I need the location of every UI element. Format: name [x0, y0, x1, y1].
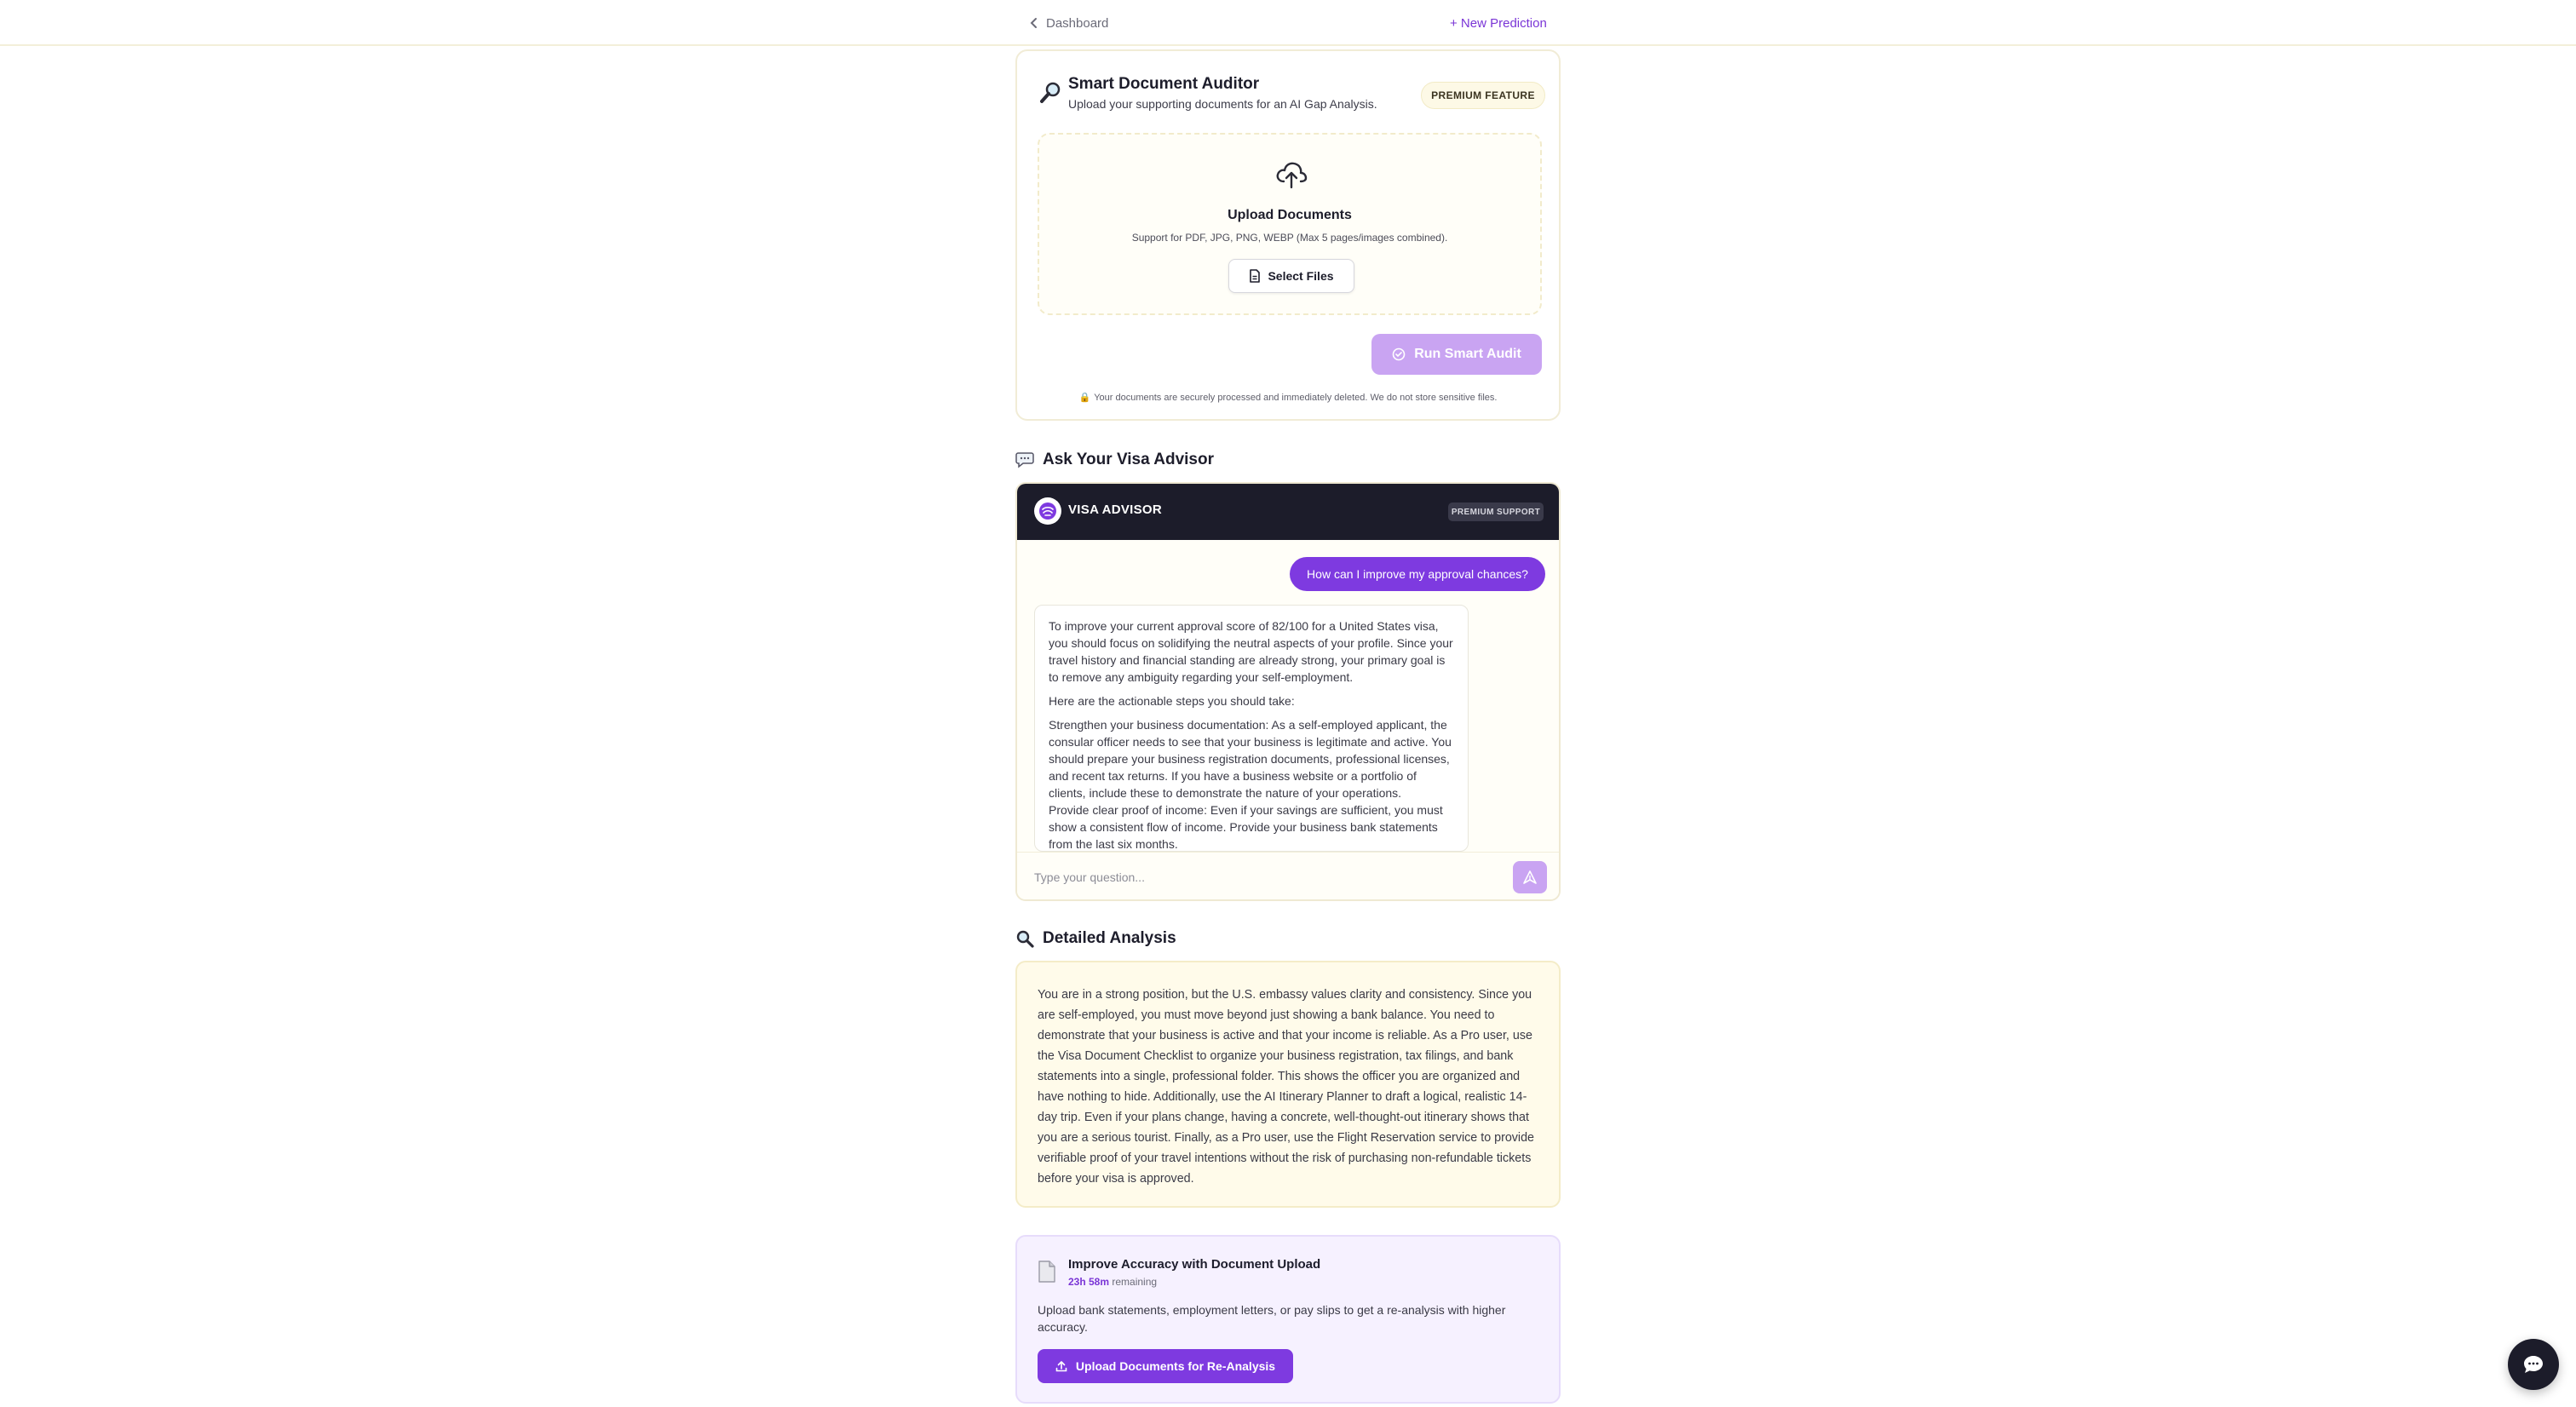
search-icon [1015, 929, 1034, 948]
chat-header [1017, 484, 1559, 540]
dropzone-title: Upload Documents [1228, 208, 1352, 222]
chevron-left-icon [1029, 17, 1039, 29]
magnifier-icon [1038, 80, 1063, 106]
time-remaining-suffix: remaining [1112, 1276, 1158, 1288]
dropzone-subtitle: Support for PDF, JPG, PNG, WEBP (Max 5 pages/images combined). [1131, 232, 1448, 244]
premium-support-badge: PREMIUM SUPPORT [1448, 502, 1544, 521]
document-upload-promo-card [1015, 1235, 1561, 1404]
bot-paragraph: Provide clear proof of income: Even if your savings are sufficient, you must show a consistent flow of income. Provide your business bank statements from the last six months. [1049, 803, 1443, 851]
time-remaining: 23h 58m [1068, 1276, 1110, 1288]
smart-auditor-card [1015, 49, 1561, 421]
back-to-dashboard-link[interactable] [1029, 12, 1108, 34]
lock-icon: 🔒 [1078, 393, 1091, 403]
clock-icon [1392, 347, 1406, 361]
chat-question-input[interactable] [1034, 861, 1503, 893]
send-icon [1522, 870, 1538, 885]
bot-paragraph: To improve your current approval score of 82/100 for a United States visa, you should focus on solidifying the neutral aspects of your profile. Since your travel history and financial standing are already strong, your primary goal is to remove any ambiguity regarding your self-employment. [1049, 619, 1453, 684]
chat-fab-button[interactable] [2508, 1339, 2559, 1390]
run-smart-audit-label: Run Smart Audit [1414, 347, 1521, 361]
upload-for-reanalysis-button[interactable] [1038, 1349, 1293, 1383]
cloud-upload-icon [1274, 158, 1308, 189]
auditor-title: Smart Document Auditor [1068, 75, 1260, 93]
select-files-button[interactable] [1228, 259, 1354, 293]
speech-bubble-icon [1015, 451, 1034, 468]
chat-title: VISA ADVISOR [1068, 502, 1163, 517]
user-message: How can I improve my approval chances? [1290, 557, 1545, 591]
upload-dropzone[interactable] [1038, 133, 1542, 315]
top-nav [0, 0, 2576, 46]
upload-for-reanalysis-label: Upload Documents for Re-Analysis [1075, 1359, 1276, 1373]
bot-avatar-icon [1034, 497, 1061, 525]
back-label: Dashboard [1046, 15, 1109, 31]
upload-icon [1055, 1360, 1067, 1372]
chat-icon [2522, 1354, 2544, 1375]
bot-paragraph: Here are the actionable steps you should take: [1049, 694, 1295, 708]
promo-title: Improve Accuracy with Document Upload [1068, 1257, 1321, 1272]
promo-timer [1068, 1276, 1157, 1288]
analysis-body: You are in a strong position, but the U.S. embassy values clarity and consistency. Since you are self-employed, you must move beyond just showing a bank balance. You need to demonstrate that your business is active and that your income is reliable. As a Pro user, use the Visa Document Checklist to organize your business registration, tax filings, and bank statements into a single, professional folder. This shows the officer you are organized and have nothing to hide. Additionally, use the AI Itinerary Planner to draft a logical, realistic 14-day trip. Even if your plans change, having a concrete, well-thought-out itinerary shows that you are a serious tourist. Finally, as a Pro user, use the Flight Reservation service to provide verifiable proof of your travel intentions without the risk of purchasing non-refundable tickets before your visa is approved. [1038, 988, 1535, 1186]
advisor-section-title: Ask Your Visa Advisor [1043, 451, 1214, 468]
auditor-subtitle: Upload your supporting documents for an AI Gap Analysis. [1068, 97, 1377, 111]
bot-message [1034, 605, 1469, 852]
select-files-label: Select Files [1268, 269, 1334, 283]
advisor-section-heading [1015, 448, 1561, 472]
chat-input-row [1017, 852, 1559, 901]
analysis-section-heading [1015, 927, 1561, 950]
file-icon [1249, 269, 1261, 283]
run-smart-audit-button[interactable] [1371, 334, 1542, 375]
visa-advisor-chat [1015, 482, 1561, 901]
new-prediction-link[interactable]: + New Prediction [1450, 15, 1547, 31]
analysis-card [1015, 961, 1561, 1208]
secure-note [1017, 392, 1559, 403]
premium-feature-badge: PREMIUM FEATURE [1421, 82, 1545, 109]
bot-paragraph: Strengthen your business documentation: As a self-employed applicant, the consular officer needs to see that your business is legitimate and active. You should prepare your business registration documents, professional licenses, and recent tax returns. If you have a business website or a portfolio of clients, include these to demonstrate the nature of your operations. [1049, 718, 1452, 800]
send-button[interactable] [1513, 861, 1547, 893]
analysis-section-title: Detailed Analysis [1043, 929, 1176, 947]
secure-note-text: Your documents are securely processed and immediately deleted. We do not store sensitive files. [1094, 393, 1498, 403]
promo-description: Upload bank statements, employment letters, or pay slips to get a re-analysis with higher accuracy. [1038, 1303, 1506, 1334]
document-icon [1038, 1261, 1056, 1283]
